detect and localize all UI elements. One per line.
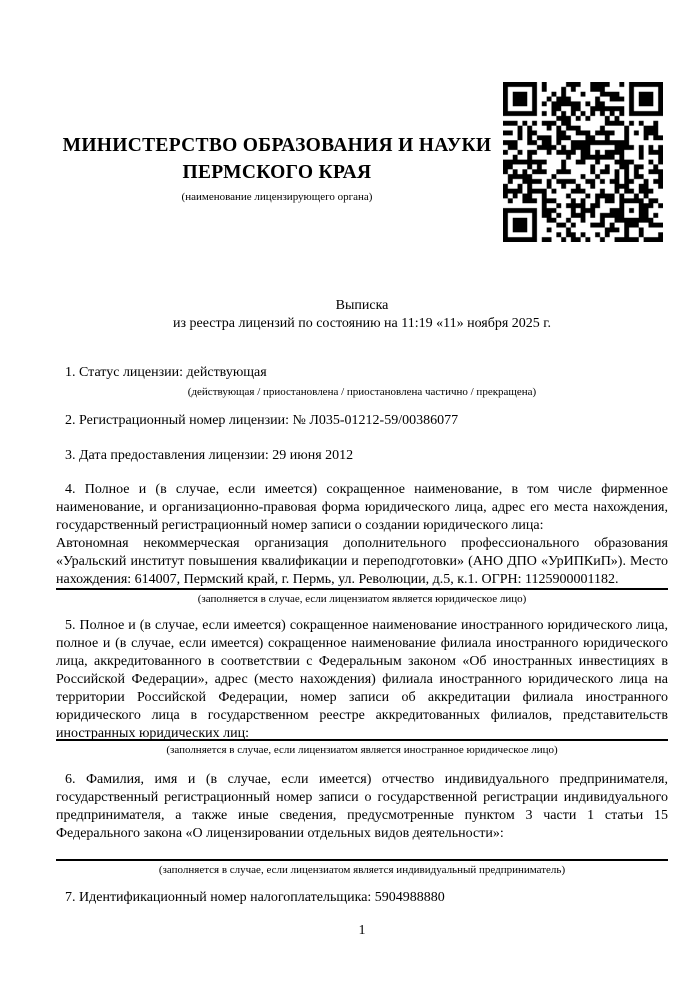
legal-entity-section [56, 481, 668, 609]
licensing-authority-header [56, 132, 498, 204]
document-title-line1: Выписка [335, 298, 389, 313]
entrepreneur-section [56, 771, 668, 877]
page-number: 1 [358, 923, 366, 938]
ministry-name-line1: МИНИСТЕРСТВО ОБРАЗОВАНИЯ И НАУКИ [62, 135, 492, 156]
ministry-name [56, 132, 498, 186]
license-status-item: 1. Статус лицензии: действующая [65, 365, 267, 380]
legal-entity-fill-line [56, 588, 668, 590]
foreign-entity-section [56, 617, 668, 757]
foreign-entity-label: 5. Полное и (в случае, если имеется) сокращенное наименование иностранного юридического лица, полное и (в случае, если имеется) сокращенное наименование филиала иностранного юридического лица, аккредитованного в соответствии с Федеральным законом «Об иностранных инвестициях в Российской Федерации», адрес (место нахождения) филиала иностранного юридического лица на территории Российской Федерации, номер записи об аккредитации филиала иностранного юридического лица в государственном реестре аккредитованных филиалов, представительств иностранных юридических лиц: [56, 618, 668, 741]
licensing-authority-caption: (наименование лицензирующего органа) [181, 191, 373, 203]
status-options-caption: (действующая / приостановлена / приостановлена частично / прекращена) [187, 386, 537, 398]
legal-entity-label: 4. Полное и (в случае, если имеется) сокращенное наименование, в том числе фирменное наименование, и организационно-правовая форма юридического лица, адрес его места нахождения, государственный регистрационный номер записи о создании юридического лица: [56, 482, 668, 533]
document-title [56, 297, 668, 332]
grant-date-item: 3. Дата предоставления лицензии: 29 июня 2012 [65, 448, 354, 463]
ministry-name-line2: ПЕРМСКОГО КРАЯ [182, 162, 372, 183]
taxpayer-number-item: 7. Идентификационный номер налогоплательщика: 5904988880 [65, 890, 445, 905]
qr-code [503, 82, 663, 242]
registration-number-item: 2. Регистрационный номер лицензии: № Л035-01212-59/00386077 [65, 413, 459, 428]
foreign-entity-caption: (заполняется в случае, если лицензиатом является иностранное юридическое лицо) [166, 744, 558, 756]
legal-entity-caption: (заполняется в случае, если лицензиатом является юридическое лицо) [197, 593, 527, 605]
entrepreneur-label: 6. Фамилия, имя и (в случае, если имеется) отчество индивидуального предпринимателя, государственный регистрационный номер записи о государственной регистрации индивидуального предпринимателя, а также иные сведения, предусмотренные пунктом 3 части 1 статьи 15 Федерального закона «О лицензировании отдельных видов деятельности»: [56, 772, 668, 841]
entrepreneur-caption: (заполняется в случае, если лицензиатом является индивидуальный предприниматель) [158, 864, 566, 876]
document-title-line2: из реестра лицензий по состоянию на 11:19 «11» ноября 2025 г. [173, 315, 551, 331]
entrepreneur-fill-line [56, 859, 668, 861]
foreign-entity-fill-line [56, 739, 668, 741]
legal-entity-value: Автономная некоммерческая организация дополнительного профессионального образования «Уральский институт повышения квалификации и переподготовки» (АНО ДПО «УрИПКиП»). Место нахождения: 614007, Пермский край, г. Пермь, ул. Революции, д.5, к.1. ОГРН: 1125900001182. [56, 536, 668, 587]
